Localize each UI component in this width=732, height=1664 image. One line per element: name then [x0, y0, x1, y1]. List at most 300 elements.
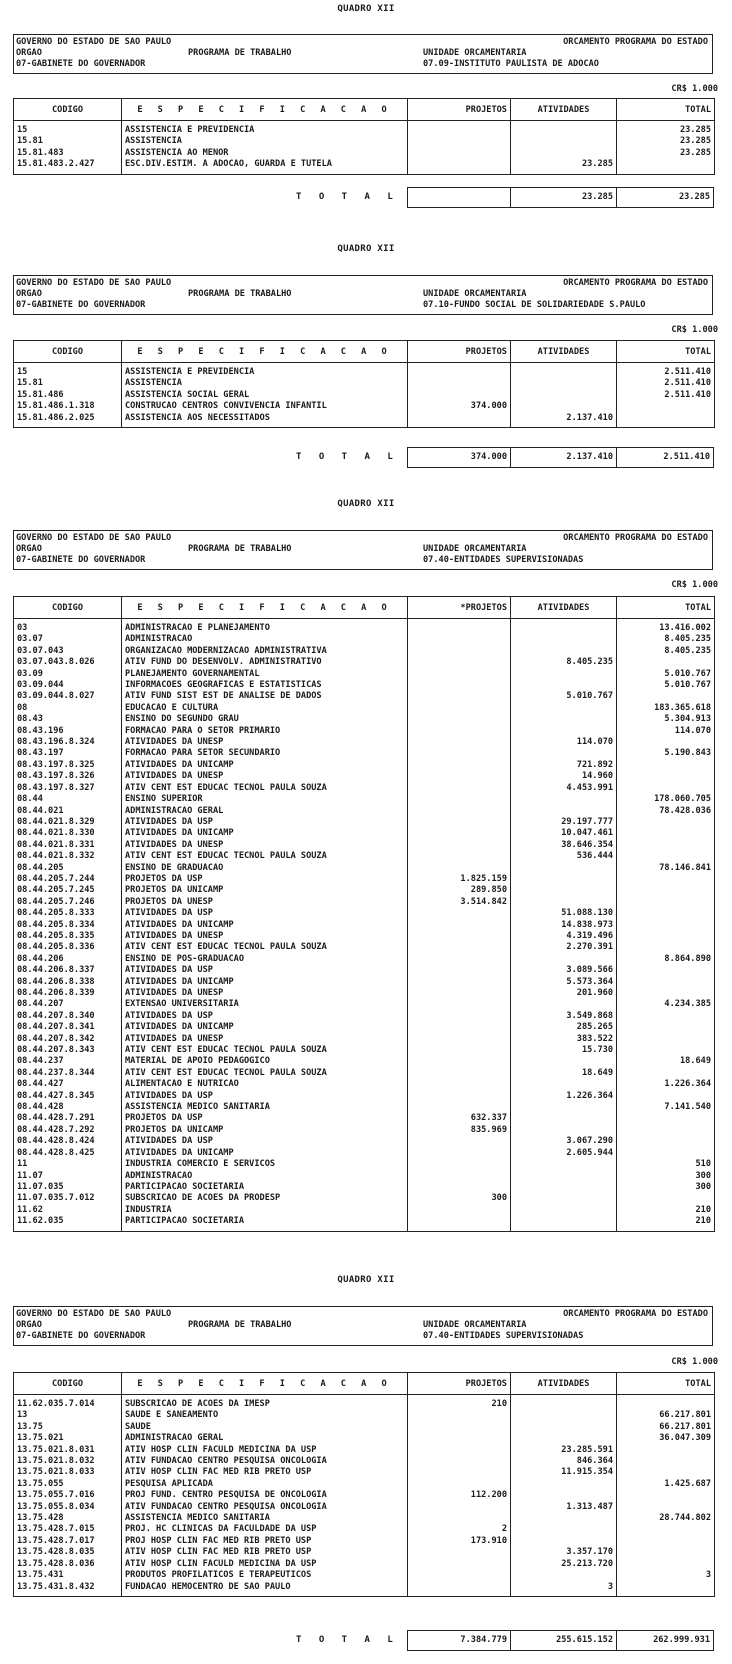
codigo-cell: 08.44.205.8.335 — [14, 931, 122, 942]
atividades-cell: 285.265 — [511, 1022, 617, 1033]
table-row — [14, 1056, 715, 1067]
total-label: T O T A L — [296, 192, 399, 202]
especificacao-cell: PESQUISA APLICADA — [122, 1479, 408, 1490]
codigo-cell: 08.44.205.7.245 — [14, 885, 122, 896]
projetos-cell — [408, 1422, 511, 1433]
especificacao-cell: ATIVIDADES DA UNICAMP — [122, 760, 408, 771]
programa-label: PROGRAMA DE TRABALHO — [188, 48, 292, 58]
table-row — [14, 1182, 715, 1193]
budget-table — [13, 340, 715, 428]
codigo-cell: 13.75.021.8.031 — [14, 1445, 122, 1456]
orgao-value: 07-GABINETE DO GOVERNADOR — [16, 300, 146, 310]
codigo-cell: 15.81.486.2.025 — [14, 413, 122, 428]
table-row — [14, 851, 715, 862]
total-label: T O T A L — [296, 452, 399, 462]
projetos-cell: 3.514.842 — [408, 897, 511, 908]
especificacao-cell: ATIVIDADES DA USP — [122, 1091, 408, 1102]
table-row — [14, 121, 715, 137]
especificacao-cell: ATIV HOSP CLIN FAC MED RIB PRETO USP — [122, 1467, 408, 1478]
especificacao-cell: ATIV CENT EST EDUCAC TECNOL PAULA SOUZA — [122, 783, 408, 794]
total-total: 23.285 — [678, 192, 710, 202]
unidade-value: 07.09-INSTITUTO PAULISTA DE ADOCAO — [423, 59, 599, 69]
total-cell — [617, 1193, 715, 1204]
especificacao-cell: ADMINISTRACAO — [122, 634, 408, 645]
col-total: TOTAL — [617, 597, 715, 619]
col-atividades: ATIVIDADES — [511, 99, 617, 121]
atividades-cell — [511, 1079, 617, 1090]
atividades-cell: 4.319.496 — [511, 931, 617, 942]
projetos-cell — [408, 1216, 511, 1231]
projetos-cell — [408, 977, 511, 988]
table-row — [14, 703, 715, 714]
especificacao-cell: INFORMACOES GEOGRAFICAS E ESTATISTICAS — [122, 680, 408, 691]
atividades-cell — [511, 1395, 617, 1411]
col-atividades: ATIVIDADES — [511, 1373, 617, 1395]
projetos-cell — [408, 1479, 511, 1490]
table-row — [14, 965, 715, 976]
projetos-cell — [408, 771, 511, 782]
table-row — [14, 828, 715, 839]
projetos-cell — [408, 1547, 511, 1558]
projetos-cell — [408, 1502, 511, 1513]
total-cell: 23.285 — [617, 136, 715, 147]
projetos-cell: 289.850 — [408, 885, 511, 896]
total-cell — [617, 817, 715, 828]
total-cell — [617, 737, 715, 748]
atividades-cell: 383.522 — [511, 1034, 617, 1045]
codigo-cell: 03.09.044 — [14, 680, 122, 691]
programa-label: PROGRAMA DE TRABALHO — [188, 289, 292, 299]
codigo-cell: 15.81.486 — [14, 390, 122, 401]
atividades-cell — [511, 874, 617, 885]
especificacao-cell: CONSTRUCAO CENTROS CONVIVENCIA INFANTIL — [122, 401, 408, 412]
table-row — [14, 413, 715, 428]
projetos-cell: 210 — [408, 1395, 511, 1411]
total-cell — [617, 413, 715, 428]
unidade-value: 07.10-FUNDO SOCIAL DE SOLIDARIEDADE S.PAULO — [423, 300, 646, 310]
especificacao-cell: ATIVIDADES DA USP — [122, 1011, 408, 1022]
codigo-cell: 08.44.207.8.343 — [14, 1045, 122, 1056]
projetos-cell: 2 — [408, 1524, 511, 1535]
especificacao-cell: SUBSCRICAO DE ACOES DA IMESP — [122, 1395, 408, 1411]
total-cell: 2.511.410 — [617, 378, 715, 389]
codigo-cell: 08.44.428 — [14, 1102, 122, 1113]
especificacao-cell: PROJETOS DA USP — [122, 874, 408, 885]
total-projetos — [408, 188, 511, 207]
projetos-cell — [408, 737, 511, 748]
codigo-cell: 15 — [14, 121, 122, 137]
table-row — [14, 1079, 715, 1090]
total-cell: 2.511.410 — [617, 363, 715, 379]
col-projetos: PROJETOS — [408, 1373, 511, 1395]
projetos-cell — [408, 1022, 511, 1033]
table-row — [14, 1193, 715, 1204]
atividades-cell: 29.197.777 — [511, 817, 617, 828]
col-projetos: *PROJETOS — [408, 597, 511, 619]
col-atividades: ATIVIDADES — [511, 341, 617, 363]
projetos-cell — [408, 851, 511, 862]
projetos-cell — [408, 840, 511, 851]
codigo-cell: 13.75.428.8.036 — [14, 1559, 122, 1570]
codigo-cell: 08.44.206.8.337 — [14, 965, 122, 976]
total-cell — [617, 1091, 715, 1102]
table-row — [14, 1456, 715, 1467]
projetos-cell — [408, 634, 511, 645]
atividades-cell: 5.010.767 — [511, 691, 617, 702]
codigo-cell: 13.75.055.7.016 — [14, 1490, 122, 1501]
atividades-cell: 4.453.991 — [511, 783, 617, 794]
codigo-cell: 11.07.035.7.012 — [14, 1193, 122, 1204]
total-cell: 8.405.235 — [617, 634, 715, 645]
projetos-cell — [408, 748, 511, 759]
especificacao-cell: ASSISTENCIA AO MENOR — [122, 148, 408, 159]
table-row — [14, 1395, 715, 1411]
codigo-cell: 15 — [14, 363, 122, 379]
orcamento-label: ORCAMENTO PROGRAMA DO ESTADO — [563, 1309, 708, 1319]
col-projetos: PROJETOS — [408, 99, 511, 121]
especificacao-cell: ESC.DIV.ESTIM. A ADOCAO, GUARDA E TUTELA — [122, 159, 408, 174]
codigo-cell: 08.44.427 — [14, 1079, 122, 1090]
total-cell — [617, 920, 715, 931]
atividades-cell: 846.364 — [511, 1456, 617, 1467]
atividades-cell: 25.213.720 — [511, 1559, 617, 1570]
codigo-cell: 03 — [14, 619, 122, 635]
atividades-cell — [511, 897, 617, 908]
atividades-cell: 38.646.354 — [511, 840, 617, 851]
table-row — [14, 1022, 715, 1033]
especificacao-cell: ATIV FUND SIST EST DE ANALISE DE DADOS — [122, 691, 408, 702]
atividades-cell — [511, 1216, 617, 1231]
projetos-cell — [408, 726, 511, 737]
codigo-cell: 08.44.206.8.338 — [14, 977, 122, 988]
table-row — [14, 942, 715, 953]
table-row — [14, 1547, 715, 1558]
especificacao-cell: ATIVIDADES DA UNESP — [122, 771, 408, 782]
total-box — [407, 1630, 714, 1651]
unidade-label: UNIDADE ORCAMENTARIA — [423, 48, 527, 58]
atividades-cell — [511, 1524, 617, 1535]
total-total: 262.999.931 — [653, 1635, 710, 1645]
atividades-cell: 3.357.170 — [511, 1547, 617, 1558]
atividades-cell — [511, 148, 617, 159]
orgao-label: ORGAO — [16, 544, 42, 554]
especificacao-cell: ATIVIDADES DA UNICAMP — [122, 1022, 408, 1033]
projetos-cell — [408, 1011, 511, 1022]
especificacao-cell: ADMINISTRACAO — [122, 1171, 408, 1182]
atividades-cell — [511, 1102, 617, 1113]
total-cell: 7.141.540 — [617, 1102, 715, 1113]
atividades-cell — [511, 1490, 617, 1501]
codigo-cell: 03.07 — [14, 634, 122, 645]
total-cell: 300 — [617, 1182, 715, 1193]
table-row — [14, 794, 715, 805]
table-row — [14, 1113, 715, 1124]
total-cell — [617, 1136, 715, 1147]
quadro-title: QUADRO XII — [337, 499, 395, 509]
total-cell: 5.010.767 — [617, 680, 715, 691]
codigo-cell: 08.44.205.8.336 — [14, 942, 122, 953]
codigo-cell: 15.81.486.1.318 — [14, 401, 122, 412]
codigo-cell: 08.43.197 — [14, 748, 122, 759]
projetos-cell — [408, 136, 511, 147]
especificacao-cell: PARTICIPACAO SOCIETARIA — [122, 1182, 408, 1193]
atividades-cell — [511, 1125, 617, 1136]
budget-table — [13, 98, 715, 175]
especificacao-cell: ATIV FUNDACAO CENTRO PESQUISA ONCOLOGIA — [122, 1456, 408, 1467]
atividades-cell — [511, 714, 617, 725]
unidade-value: 07.40-ENTIDADES SUPERVISIONADAS — [423, 555, 584, 565]
atividades-cell: 1.313.487 — [511, 1502, 617, 1513]
atividades-cell: 114.070 — [511, 737, 617, 748]
codigo-cell: 13.75.428 — [14, 1513, 122, 1524]
total-cell — [617, 760, 715, 771]
table-row — [14, 669, 715, 680]
atividades-cell — [511, 1513, 617, 1524]
projetos-cell — [408, 121, 511, 137]
projetos-cell — [408, 1102, 511, 1113]
especificacao-cell: ATIVIDADES DA UNICAMP — [122, 828, 408, 839]
total-cell — [617, 1467, 715, 1478]
total-cell — [617, 851, 715, 862]
total-cell — [617, 1395, 715, 1411]
header-box — [13, 275, 713, 315]
especificacao-cell: PROJ HOSP CLIN FAC MED RIB PRETO USP — [122, 1536, 408, 1547]
table-row — [14, 748, 715, 759]
codigo-cell: 08.44.205.8.334 — [14, 920, 122, 931]
total-cell: 210 — [617, 1216, 715, 1231]
atividades-cell: 2.137.410 — [511, 413, 617, 428]
table-row — [14, 897, 715, 908]
codigo-cell: 08.44.021.8.330 — [14, 828, 122, 839]
projetos-cell: 374.000 — [408, 401, 511, 412]
atividades-cell — [511, 1182, 617, 1193]
projetos-cell — [408, 148, 511, 159]
total-cell — [617, 1045, 715, 1056]
total-cell: 13.416.002 — [617, 619, 715, 635]
orgao-value: 07-GABINETE DO GOVERNADOR — [16, 59, 146, 69]
projetos-cell — [408, 1148, 511, 1159]
codigo-cell: 08.43.197.8.326 — [14, 771, 122, 782]
total-cell — [617, 1034, 715, 1045]
codigo-cell: 08.44.207.8.342 — [14, 1034, 122, 1045]
unidade-label: UNIDADE ORCAMENTARIA — [423, 1320, 527, 1330]
table-row — [14, 1433, 715, 1444]
quadro-title: QUADRO XII — [337, 244, 395, 254]
codigo-cell: 15.81 — [14, 136, 122, 147]
table-row — [14, 1125, 715, 1136]
total-cell — [617, 931, 715, 942]
orgao-label: ORGAO — [16, 1320, 42, 1330]
table-row — [14, 1490, 715, 1501]
especificacao-cell: PROJ. HC CLINICAS DA FACULDADE DA USP — [122, 1524, 408, 1535]
atividades-cell — [511, 1410, 617, 1421]
especificacao-cell: FUNDACAO HEMOCENTRO DE SAO PAULO — [122, 1582, 408, 1597]
table-row — [14, 691, 715, 702]
projetos-cell — [408, 931, 511, 942]
total-cell: 510 — [617, 1159, 715, 1170]
table-row — [14, 1502, 715, 1513]
table-row — [14, 1091, 715, 1102]
atividades-cell: 8.405.235 — [511, 657, 617, 668]
atividades-cell: 721.892 — [511, 760, 617, 771]
especificacao-cell: MATERIAL DE APOIO PEDAGOGICO — [122, 1056, 408, 1067]
codigo-cell: 08.44.205.7.244 — [14, 874, 122, 885]
total-cell — [617, 1456, 715, 1467]
table-row — [14, 1011, 715, 1022]
codigo-cell: 08.44 — [14, 794, 122, 805]
col-codigo: CODIGO — [14, 341, 122, 363]
codigo-cell: 08.44.206 — [14, 954, 122, 965]
projetos-cell — [408, 1171, 511, 1182]
projetos-cell: 300 — [408, 1193, 511, 1204]
codigo-cell: 08.44.237 — [14, 1056, 122, 1067]
atividades-cell: 3.067.290 — [511, 1136, 617, 1147]
atividades-cell: 1.226.364 — [511, 1091, 617, 1102]
codigo-cell: 08.44.427.8.345 — [14, 1091, 122, 1102]
total-cell — [617, 1445, 715, 1456]
codigo-cell: 08.44.428.7.292 — [14, 1125, 122, 1136]
projetos-cell — [408, 817, 511, 828]
projetos-cell — [408, 828, 511, 839]
especificacao-cell: ATIV CENT EST EDUCAC TECNOL PAULA SOUZA — [122, 1045, 408, 1056]
table-row — [14, 136, 715, 147]
total-cell — [617, 840, 715, 851]
col-atividades: ATIVIDADES — [511, 597, 617, 619]
total-cell — [617, 1148, 715, 1159]
col-especificacao: E S P E C I F I C A C A O — [122, 341, 408, 363]
especificacao-cell: PARTICIPACAO SOCIETARIA — [122, 1216, 408, 1231]
col-especificacao: E S P E C I F I C A C A O — [122, 99, 408, 121]
table-row — [14, 783, 715, 794]
atividades-cell: 201.960 — [511, 988, 617, 999]
table-row — [14, 1148, 715, 1159]
table-row — [14, 817, 715, 828]
especificacao-cell: ENSINO SUPERIOR — [122, 794, 408, 805]
projetos-cell — [408, 760, 511, 771]
atividades-cell: 14.960 — [511, 771, 617, 782]
projetos-cell — [408, 1136, 511, 1147]
projetos-cell — [408, 378, 511, 389]
atividades-cell — [511, 1056, 617, 1067]
projetos-cell — [408, 794, 511, 805]
table-row — [14, 1136, 715, 1147]
unidade-label: UNIDADE ORCAMENTARIA — [423, 544, 527, 554]
codigo-cell: 11.62.035 — [14, 1216, 122, 1231]
especificacao-cell: FORMACAO PARA O SETOR PRIMARIO — [122, 726, 408, 737]
codigo-cell: 03.07.043.8.026 — [14, 657, 122, 668]
atividades-cell — [511, 646, 617, 657]
table-row — [14, 1467, 715, 1478]
atividades-cell: 11.915.354 — [511, 1467, 617, 1478]
atividades-cell — [511, 136, 617, 147]
col-total: TOTAL — [617, 341, 715, 363]
table-row — [14, 378, 715, 389]
projetos-cell — [408, 1433, 511, 1444]
especificacao-cell: ATIV CENT EST EDUCAC TECNOL PAULA SOUZA — [122, 1068, 408, 1079]
atividades-cell: 14.838.973 — [511, 920, 617, 931]
codigo-cell: 08.43.197.8.325 — [14, 760, 122, 771]
projetos-cell — [408, 657, 511, 668]
total-cell — [617, 657, 715, 668]
budget-table — [13, 596, 715, 1232]
especificacao-cell: PROJETOS DA UNICAMP — [122, 1125, 408, 1136]
table-row — [14, 390, 715, 401]
orgao-label: ORGAO — [16, 289, 42, 299]
atividades-cell: 3.549.868 — [511, 1011, 617, 1022]
codigo-cell: 11.62 — [14, 1205, 122, 1216]
orcamento-label: ORCAMENTO PROGRAMA DO ESTADO — [563, 37, 708, 47]
total-projetos: 7.384.779 — [408, 1631, 511, 1650]
total-cell — [617, 159, 715, 174]
codigo-cell: 13.75.021.8.033 — [14, 1467, 122, 1478]
codigo-cell: 15.81 — [14, 378, 122, 389]
codigo-cell: 13.75.055.8.034 — [14, 1502, 122, 1513]
especificacao-cell: ENSINO DO SEGUNDO GRAU — [122, 714, 408, 725]
table-row — [14, 920, 715, 931]
total-atividades: 255.615.152 — [511, 1631, 617, 1650]
especificacao-cell: ATIVIDADES DA UNESP — [122, 931, 408, 942]
codigo-cell: 08.43 — [14, 714, 122, 725]
unidade-value: 07.40-ENTIDADES SUPERVISIONADAS — [423, 1331, 584, 1341]
especificacao-cell: ASSISTENCIA — [122, 136, 408, 147]
table-row — [14, 840, 715, 851]
total-cell — [617, 1068, 715, 1079]
codigo-cell: 13 — [14, 1410, 122, 1421]
gov-label: GOVERNO DO ESTADO DE SAO PAULO — [16, 533, 172, 543]
especificacao-cell: ADMINISTRACAO GERAL — [122, 806, 408, 817]
codigo-cell: 03.07.043 — [14, 646, 122, 657]
total-row — [0, 447, 732, 468]
projetos-cell — [408, 908, 511, 919]
especificacao-cell: ATIVIDADES DA UNICAMP — [122, 920, 408, 931]
col-projetos: PROJETOS — [408, 341, 511, 363]
table-row — [14, 159, 715, 174]
total-cell: 78.428.036 — [617, 806, 715, 817]
atividades-cell — [511, 378, 617, 389]
codigo-cell: 11 — [14, 1159, 122, 1170]
especificacao-cell: ALIMENTACAO E NUTRICAO — [122, 1079, 408, 1090]
especificacao-cell: ASSISTENCIA MEDICO SANITARIA — [122, 1102, 408, 1113]
atividades-cell — [511, 885, 617, 896]
especificacao-cell: ATIVIDADES DA UNESP — [122, 737, 408, 748]
codigo-cell: 15.81.483 — [14, 148, 122, 159]
table-row — [14, 1159, 715, 1170]
especificacao-cell: ATIVIDADES DA UNESP — [122, 840, 408, 851]
projetos-cell — [408, 942, 511, 953]
total-cell: 78.146.841 — [617, 863, 715, 874]
atividades-cell: 2.605.944 — [511, 1148, 617, 1159]
atividades-cell — [511, 669, 617, 680]
total-cell: 28.744.802 — [617, 1513, 715, 1524]
especificacao-cell: PROJETOS DA UNESP — [122, 897, 408, 908]
atividades-cell: 2.270.391 — [511, 942, 617, 953]
table-row — [14, 1410, 715, 1421]
projetos-cell — [408, 806, 511, 817]
projetos-cell — [408, 1467, 511, 1478]
projetos-cell — [408, 1079, 511, 1090]
table-row — [14, 863, 715, 874]
total-cell: 8.864.890 — [617, 954, 715, 965]
table-row — [14, 1216, 715, 1231]
col-total: TOTAL — [617, 99, 715, 121]
projetos-cell — [408, 1056, 511, 1067]
especificacao-cell: ORGANIZACAO MODERNIZACAO ADMINISTRATIVA — [122, 646, 408, 657]
total-cell — [617, 1524, 715, 1535]
table-row — [14, 680, 715, 691]
projetos-cell — [408, 646, 511, 657]
total-cell — [617, 874, 715, 885]
header-box — [13, 1306, 713, 1346]
